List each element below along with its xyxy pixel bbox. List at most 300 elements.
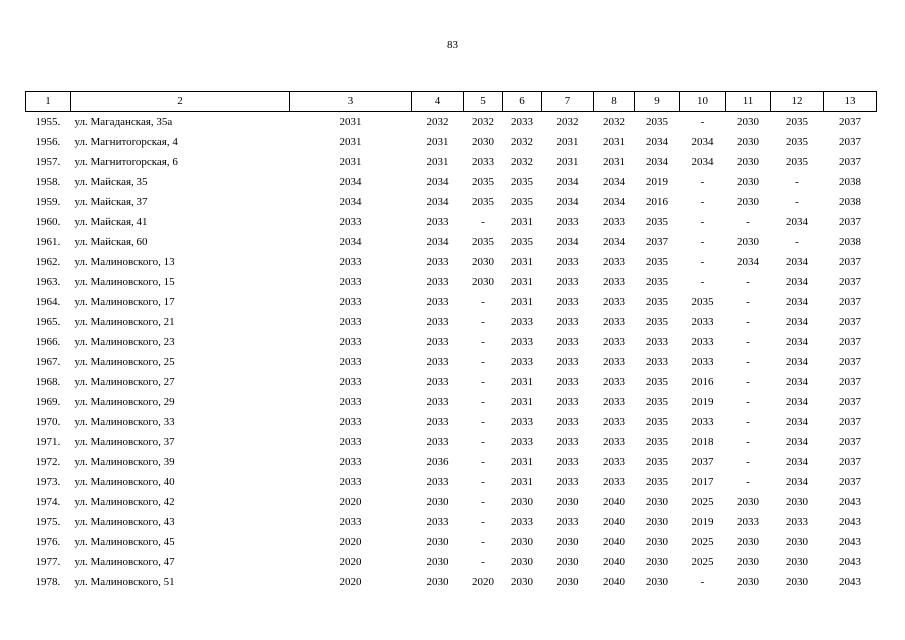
year-cell: 2035 [646,376,668,388]
year-cell: - [746,276,750,288]
year-cell: 2034 [786,356,808,368]
year-cell: 2033 [339,516,362,528]
year-cell: 2031 [511,456,533,468]
year-cell: 2016 [691,376,714,388]
year-cell: 2033 [426,296,449,308]
year-cell: 2037 [839,416,861,428]
year-cell: 2038 [839,196,861,208]
year-cell: 2019 [646,176,668,188]
year-cell: 2034 [786,316,808,328]
year-cell: 2030 [786,496,808,508]
street-address: ул. Малиновского, 42 [74,496,175,508]
year-cell: 2033 [603,256,625,268]
year-cell: 2034 [556,176,579,188]
year-cell: 2035 [472,176,494,188]
year-cell: 2037 [646,236,668,248]
year-cell: 2037 [839,336,861,348]
year-cell: 2035 [646,216,668,228]
year-cell: - [700,276,705,288]
year-cell: 2033 [556,256,579,268]
year-cell: 2037 [839,476,861,488]
year-cell: 2033 [556,416,579,428]
year-cell: 2037 [691,456,714,468]
row-number: 1967. [35,356,61,368]
year-cell: 2033 [556,436,579,448]
year-cell: 2034 [786,376,808,388]
year-cell: 2020 [339,556,362,568]
year-cell: 2033 [556,376,579,388]
year-cell: 2033 [339,376,362,388]
street-address: ул. Майская, 37 [74,196,148,208]
street-address: ул. Малиновского, 51 [74,576,175,588]
row-number: 1972. [35,456,61,468]
table-row [26,312,877,332]
table-row [26,212,877,232]
year-cell: 2034 [426,176,449,188]
year-cell: 2037 [839,156,861,168]
table-row [26,492,877,512]
year-cell: 2033 [426,216,449,228]
year-cell: 2035 [786,136,808,148]
street-address: ул. Магнитогорская, 4 [74,136,178,148]
year-cell: - [746,216,750,228]
year-cell: 2033 [339,356,362,368]
year-cell: 2032 [556,116,579,128]
row-number: 1969. [35,396,61,408]
year-cell: 2033 [511,416,533,428]
row-number: 1956. [35,136,61,148]
year-cell: 2034 [786,256,808,268]
year-cell: 2033 [339,256,362,268]
year-cell: 2034 [556,236,579,248]
year-cell: 2030 [472,276,494,288]
year-cell: 2040 [603,516,625,528]
year-cell: 2033 [556,516,579,528]
year-cell: 2043 [839,516,861,528]
year-cell: 2034 [786,436,808,448]
year-cell: 2040 [603,536,625,548]
year-cell: - [481,416,485,428]
year-cell: 2033 [691,356,714,368]
year-cell: 2033 [339,456,362,468]
column-header: 7 [542,92,594,112]
year-cell: 2033 [511,316,533,328]
year-cell: - [481,436,485,448]
street-address: ул. Малиновского, 21 [74,316,175,328]
year-cell: 2043 [839,556,861,568]
year-cell: 2033 [511,356,533,368]
year-cell: 2033 [603,376,625,388]
year-cell: 2031 [426,136,449,148]
table-row [26,512,877,532]
year-cell: 2040 [603,496,625,508]
year-cell: 2037 [839,456,861,468]
street-address: ул. Малиновского, 37 [74,436,175,448]
year-cell: 2033 [426,396,449,408]
year-cell: - [746,396,750,408]
year-cell: 2033 [339,296,362,308]
year-cell: 2033 [556,216,579,228]
year-cell: 2030 [646,556,668,568]
year-cell: - [481,496,485,508]
year-cell: 2031 [511,216,533,228]
street-address: ул. Малиновского, 33 [74,416,175,428]
year-cell: 2035 [646,296,668,308]
column-header: 11 [726,92,771,112]
year-cell: 2035 [472,236,494,248]
table-header-row [26,92,877,112]
year-cell: - [481,376,485,388]
year-cell: 2025 [691,536,714,548]
row-number: 1976. [35,536,61,548]
year-cell: 2033 [426,476,449,488]
year-cell: 2017 [691,476,714,488]
table-row [26,132,877,152]
year-cell: 2031 [556,156,579,168]
year-cell: - [746,456,750,468]
year-cell: 2034 [426,236,449,248]
year-cell: 2035 [511,196,533,208]
year-cell: 2030 [472,256,494,268]
year-cell: 2030 [646,576,668,588]
street-address: ул. Малиновского, 15 [74,276,175,288]
year-cell: 2035 [691,296,714,308]
table-row [26,152,877,172]
table-row [26,412,877,432]
table-row [26,232,877,252]
street-address: ул. Малиновского, 29 [74,396,175,408]
year-cell: 2033 [691,416,714,428]
row-number: 1966. [35,336,61,348]
row-number: 1960. [35,216,61,228]
row-number: 1974. [35,496,61,508]
year-cell: 2031 [339,136,362,148]
year-cell: 2033 [556,356,579,368]
year-cell: 2034 [786,336,808,348]
year-cell: 2038 [839,176,861,188]
year-cell: 2030 [737,196,759,208]
year-cell: 2034 [737,256,759,268]
table-row [26,292,877,312]
year-cell: 2020 [472,576,494,588]
year-cell: 2031 [603,136,625,148]
year-cell: 2033 [426,436,449,448]
year-cell: 2035 [646,256,668,268]
page-number: 83 [447,39,458,51]
year-cell: 2034 [786,456,808,468]
year-cell: 2034 [786,396,808,408]
year-cell: 2033 [603,336,625,348]
year-cell: 2030 [786,576,808,588]
year-cell: 2033 [472,156,494,168]
year-cell: 2030 [737,556,759,568]
row-number: 1963. [35,276,61,288]
year-cell: - [795,236,799,248]
column-header: 6 [503,92,542,112]
year-cell: 2043 [839,536,861,548]
row-number: 1968. [35,376,61,388]
year-cell: 2033 [603,456,625,468]
year-cell: - [481,516,485,528]
year-cell: 2035 [646,436,668,448]
year-cell: 2037 [839,276,861,288]
street-address: ул. Магнитогорская, 6 [74,156,178,168]
year-cell: 2033 [426,356,449,368]
column-header: 4 [412,92,464,112]
year-cell: 2032 [511,136,533,148]
year-cell: 2033 [556,336,579,348]
year-cell: 2030 [556,496,579,508]
year-cell: - [746,316,750,328]
year-cell: 2030 [556,556,579,568]
year-cell: - [481,216,485,228]
year-cell: 2030 [737,136,759,148]
street-address: ул. Малиновского, 17 [74,296,175,308]
year-cell: 2035 [786,156,808,168]
year-cell: 2030 [786,556,808,568]
street-address: ул. Майская, 35 [74,176,148,188]
year-cell: 2033 [426,316,449,328]
year-cell: 2033 [511,336,533,348]
street-address: ул. Малиновского, 27 [74,376,175,388]
year-cell: 2035 [646,396,668,408]
year-cell: 2033 [511,516,533,528]
year-cell: 2035 [646,416,668,428]
column-header: 8 [594,92,635,112]
year-cell: 2020 [339,496,362,508]
table-row [26,352,877,372]
year-cell: 2033 [603,216,625,228]
year-cell: 2034 [691,156,714,168]
year-cell: 2037 [839,436,861,448]
year-cell: - [746,356,750,368]
year-cell: 2033 [556,456,579,468]
year-cell: 2032 [603,116,625,128]
year-cell: - [700,216,705,228]
row-number: 1978. [35,576,61,588]
year-cell: 2025 [691,556,714,568]
year-cell: 2035 [646,116,668,128]
year-cell: 2037 [839,116,861,128]
year-cell: 2033 [603,296,625,308]
year-cell: 2033 [426,376,449,388]
year-cell: - [481,476,485,488]
year-cell: 2034 [339,196,362,208]
column-header: 10 [680,92,726,112]
year-cell: 2033 [426,276,449,288]
year-cell: 2033 [511,116,533,128]
year-cell: 2033 [339,336,362,348]
year-cell: - [746,416,750,428]
year-cell: 2043 [839,496,861,508]
year-cell: 2033 [603,436,625,448]
year-cell: - [700,256,705,268]
year-cell: 2030 [737,576,759,588]
table-row [26,552,877,572]
year-cell: 2034 [786,296,808,308]
table-row [26,112,877,133]
year-cell: - [700,576,705,588]
year-cell: 2033 [556,316,579,328]
year-cell: 2031 [603,156,625,168]
year-cell: 2033 [556,276,579,288]
year-cell: 2035 [472,196,494,208]
year-cell: 2037 [839,216,861,228]
street-address: ул. Малиновского, 23 [74,336,175,348]
year-cell: 2033 [603,476,625,488]
year-cell: 2030 [426,496,449,508]
street-address: ул. Майская, 60 [74,236,148,248]
year-cell: 2030 [646,536,668,548]
row-number: 1961. [35,236,61,248]
year-cell: 2030 [786,536,808,548]
year-cell: 2031 [511,376,533,388]
year-cell: 2034 [786,216,808,228]
year-cell: - [481,356,485,368]
year-cell: 2033 [603,356,625,368]
year-cell: 2034 [691,136,714,148]
year-cell: 2034 [603,236,625,248]
year-cell: 2031 [511,296,533,308]
year-cell: 2035 [646,276,668,288]
year-cell: 2034 [603,196,625,208]
year-cell: 2030 [472,136,494,148]
year-cell: 2030 [511,496,533,508]
year-cell: 2016 [646,196,668,208]
table-row [26,172,877,192]
year-cell: 2034 [646,136,668,148]
year-cell: 2038 [839,236,861,248]
row-number: 1965. [35,316,61,328]
column-header: 9 [635,92,680,112]
year-cell: 2020 [339,536,362,548]
year-cell: 2034 [646,156,668,168]
row-number: 1957. [35,156,61,168]
street-address: ул. Малиновского, 39 [74,456,175,468]
year-cell: 2033 [426,416,449,428]
year-cell: 2033 [691,316,714,328]
street-address: ул. Малиновского, 13 [74,256,175,268]
year-cell: 2030 [646,496,668,508]
street-address: ул. Малиновского, 40 [74,476,175,488]
year-cell: 2034 [339,236,362,248]
year-cell: 2033 [556,296,579,308]
data-table [25,91,877,592]
year-cell: 2033 [556,396,579,408]
year-cell: 2037 [839,316,861,328]
table-row [26,332,877,352]
year-cell: 2030 [511,536,533,548]
year-cell: - [700,176,705,188]
year-cell: 2032 [426,116,449,128]
year-cell: 2031 [556,136,579,148]
year-cell: 2033 [426,516,449,528]
year-cell: 2020 [339,576,362,588]
street-address: ул. Малиновского, 47 [74,556,175,568]
street-address: ул. Магаданская, 35а [74,116,173,128]
column-header: 5 [464,92,503,112]
year-cell: - [481,536,485,548]
column-header: 1 [26,92,71,112]
table-row [26,372,877,392]
year-cell: 2035 [511,176,533,188]
year-cell: 2037 [839,396,861,408]
year-cell: 2035 [646,316,668,328]
year-cell: 2035 [786,116,808,128]
year-cell: 2035 [511,236,533,248]
year-cell: 2033 [339,316,362,328]
year-cell: 2030 [737,536,759,548]
column-header: 3 [290,92,412,112]
row-number: 1971. [35,436,61,448]
table-row [26,452,877,472]
row-number: 1955. [35,116,61,128]
year-cell: 2019 [691,396,714,408]
year-cell: 2033 [339,276,362,288]
table-row [26,472,877,492]
year-cell: 2031 [511,476,533,488]
year-cell: 2031 [339,156,362,168]
year-cell: 2035 [646,456,668,468]
year-cell: 2035 [646,476,668,488]
year-cell: 2037 [839,256,861,268]
year-cell: - [481,396,485,408]
year-cell: 2031 [511,256,533,268]
row-number: 1959. [35,196,61,208]
year-cell: 2033 [426,256,449,268]
year-cell: - [746,296,750,308]
year-cell: 2043 [839,576,861,588]
year-cell: - [481,316,485,328]
year-cell: 2037 [839,376,861,388]
year-cell: - [700,116,705,128]
year-cell: - [746,476,750,488]
street-address: ул. Майская, 41 [74,216,148,228]
year-cell: 2031 [511,396,533,408]
year-cell: 2031 [426,156,449,168]
year-cell: 2033 [603,316,625,328]
year-cell: - [700,196,705,208]
row-number: 1975. [35,516,61,528]
column-header: 2 [71,92,290,112]
year-cell: - [746,336,750,348]
year-cell: 2030 [646,516,668,528]
year-cell: 2033 [511,436,533,448]
year-cell: 2031 [339,116,362,128]
year-cell: 2019 [691,516,714,528]
table-row [26,392,877,412]
year-cell: 2034 [786,416,808,428]
year-cell: 2018 [691,436,714,448]
year-cell: 2033 [426,336,449,348]
year-cell: 2037 [839,136,861,148]
year-cell: 2033 [339,416,362,428]
year-cell: 2033 [603,276,625,288]
year-cell: - [700,236,705,248]
year-cell: 2033 [691,336,714,348]
table-row [26,432,877,452]
year-cell: 2030 [556,576,579,588]
year-cell: 2033 [646,356,668,368]
year-cell: 2032 [472,116,494,128]
year-cell: 2034 [786,276,808,288]
year-cell: 2030 [426,576,449,588]
row-number: 1970. [35,416,61,428]
year-cell: 2034 [426,196,449,208]
year-cell: 2033 [556,476,579,488]
row-number: 1973. [35,476,61,488]
row-number: 1962. [35,256,61,268]
